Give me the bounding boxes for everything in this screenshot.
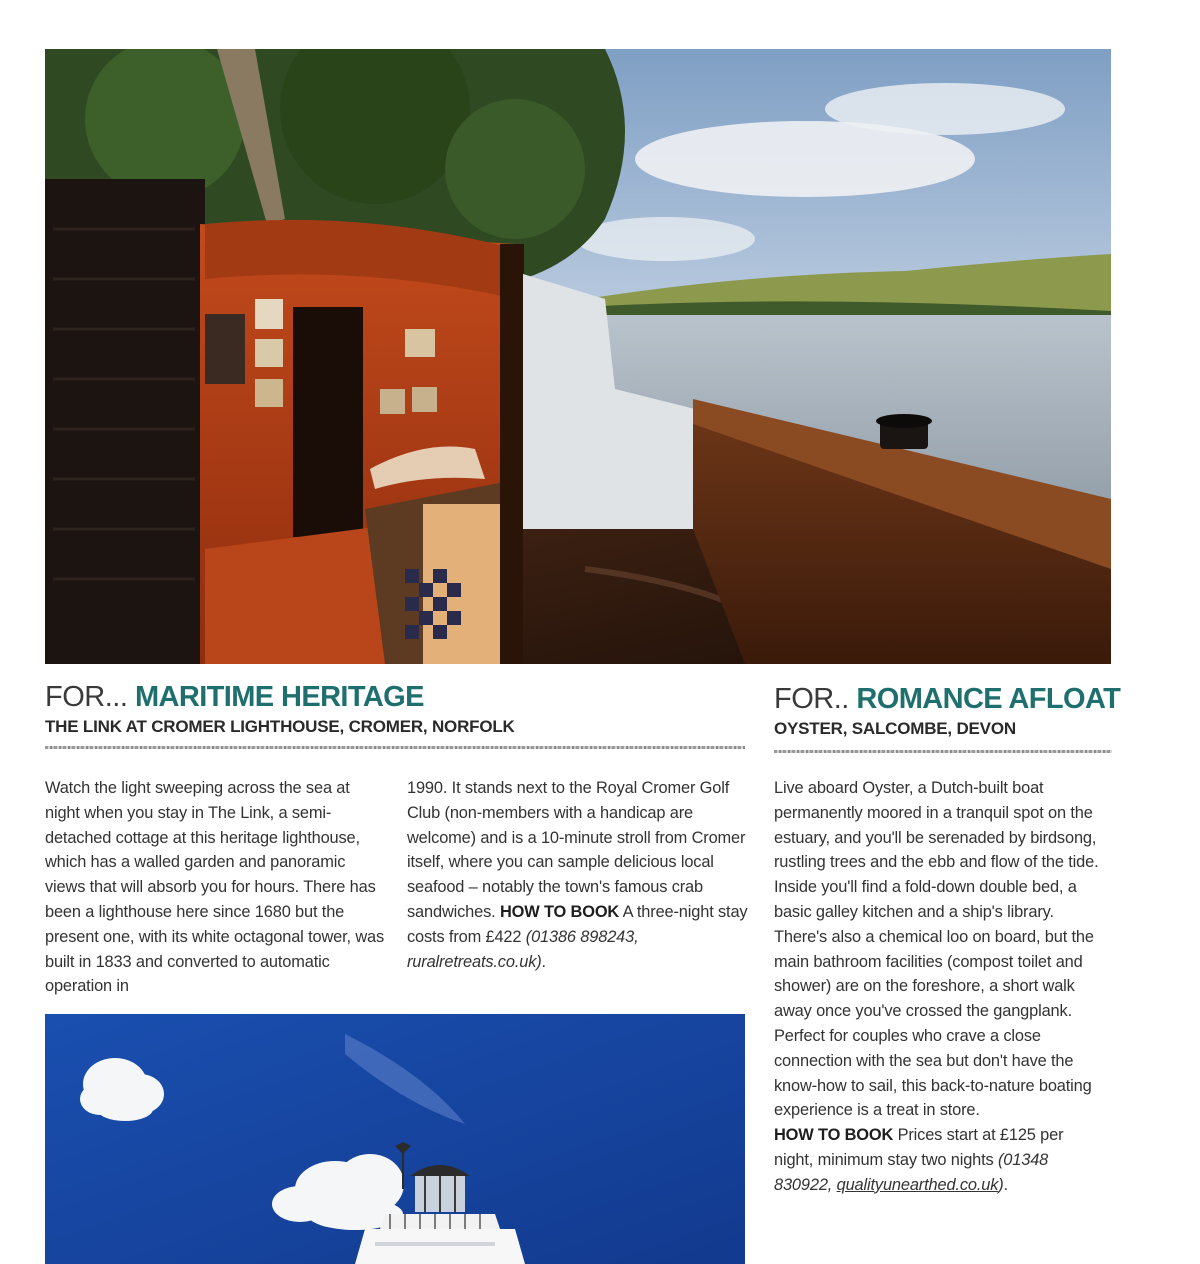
boat-photo bbox=[45, 49, 1111, 664]
for-label: FOR... bbox=[45, 681, 128, 713]
how-to-book-text: Prices start at £125 per night, minimum stay two nights bbox=[774, 1126, 1064, 1169]
lighthouse-photo bbox=[45, 1014, 745, 1264]
how-to-book-text: A three-night stay costs from £422 bbox=[407, 902, 748, 946]
end-punctuation: . bbox=[541, 952, 546, 971]
end-punctuation: . bbox=[1003, 1175, 1008, 1194]
left-article-col2 bbox=[407, 776, 749, 974]
left-col1-text: Watch the light sweeping across the sea at night when you stay in The Link, a semi-detached cottage at this heritage lighthouse, which has a walled garden and panoramic views that will absorb you for hours. There has been a lighthouse here since 1680 but the present one, with its white octagonal tower, was built in 1833 and converted to automatic operation in bbox=[45, 779, 385, 996]
contact-phone: (01348 830922, bbox=[774, 1150, 1049, 1194]
left-article-location: THE LINK AT CROMER LIGHTHOUSE, CROMER, NORFOLK bbox=[45, 717, 515, 736]
left-article-heading bbox=[45, 683, 424, 712]
left-divider bbox=[45, 746, 745, 749]
how-to-book-label: HOW TO BOOK bbox=[499, 902, 620, 921]
for-label: FOR.. bbox=[774, 683, 849, 715]
left-article-col1 bbox=[45, 776, 387, 999]
left-col2-text: 1990. It stands next to the Royal Cromer Golf Club (non-members with a handicap are welcome) and is a 10-minute stroll from Cromer itself, where you can sample delicious local seafood – notably the town's famous crab sandwiches. bbox=[407, 779, 746, 921]
topic-title: MARITIME HERITAGE bbox=[134, 681, 424, 713]
right-article-body bbox=[774, 776, 1104, 1198]
lighthouse-photo-illustration bbox=[45, 1014, 745, 1264]
how-to-book-label: HOW TO BOOK bbox=[774, 1126, 894, 1145]
contact-link[interactable]: qualityunearthed.co.uk bbox=[836, 1175, 999, 1194]
topic-title: ROMANCE AFLOAT bbox=[856, 683, 1121, 715]
contact-close: ) bbox=[998, 1175, 1004, 1194]
right-article-heading bbox=[774, 685, 1120, 714]
boat-photo-illustration bbox=[45, 49, 1111, 664]
right-article-location: OYSTER, SALCOMBE, DEVON bbox=[774, 719, 1016, 738]
contact-info: (01386 898243, ruralretreats.co.uk) bbox=[407, 927, 639, 971]
right-divider bbox=[774, 750, 1112, 753]
right-body-text: Live aboard Oyster, a Dutch-built boat permanently moored in a tranquil spot on the estuary, and you'll be serenaded by birdsong, rustling trees and the ebb and flow of the tide. Inside you'll find a fold-down double bed, a basic galley kitchen and a ship's library. There's also a chemical loo on board, but the main bathroom facilities (compost toilet and shower) are on the foreshore, a short walk away once you've crossed the gangplank. Perfect for couples who crave a close connection with the sea but don't have the know-how to sail, this back-to-nature boating experience is a treat in store. bbox=[774, 779, 1099, 1120]
